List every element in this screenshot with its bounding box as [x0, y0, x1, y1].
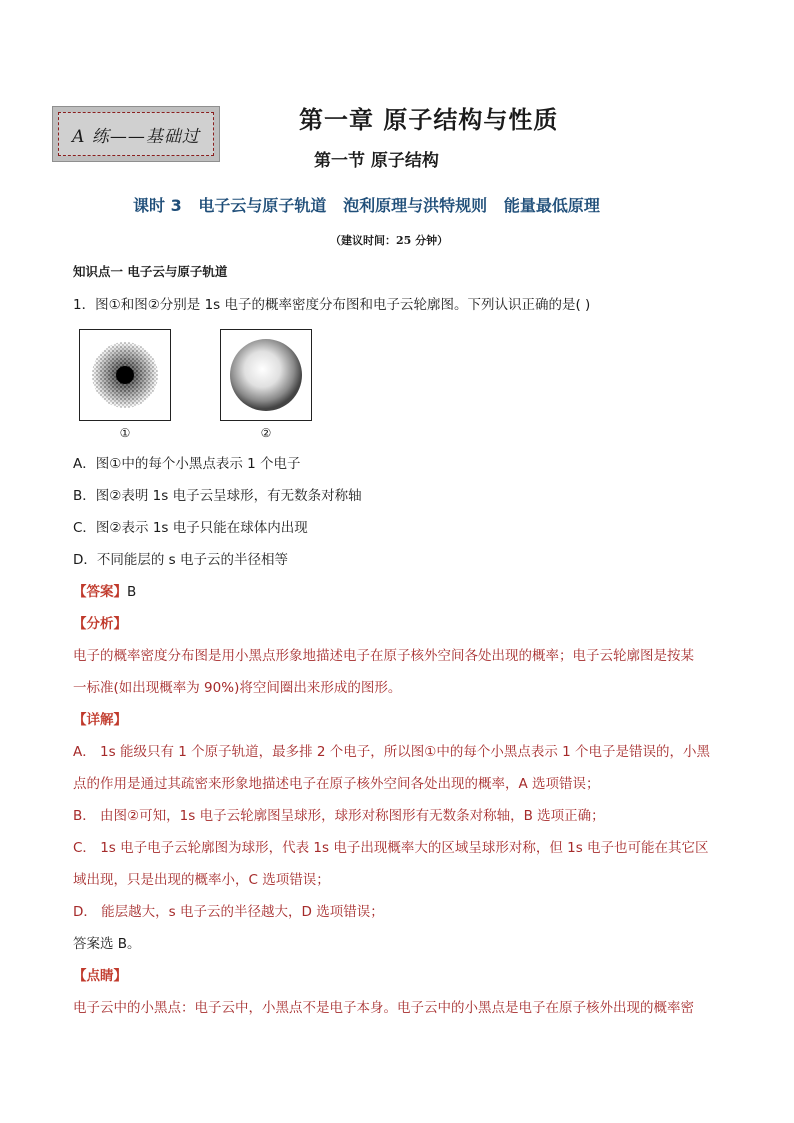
option-c: C．图②表示 1s 电子只能在球体内出现 — [73, 520, 308, 536]
tip-line-1: 电子云中的小黑点：电子云中，小黑点不是电子本身。电子云中的小黑点是电子在原子核外出现的概率密 — [73, 1000, 694, 1016]
detail-line-2: 点的作用是通过其疏密来形象地描述电子在原子核外空间各处出现的概率，A 选项错误； — [73, 776, 600, 792]
detail-line-6: D． 能层越大，s 电子云的半径越大，D 选项错误； — [73, 904, 384, 920]
detail-line-3: B． 由图②可知，1s 电子云轮廓图呈球形，球形对称图形有无数条对称轴，B 选项正确； — [73, 808, 605, 824]
detail-label: 【详解】 — [73, 712, 127, 728]
answer-row — [73, 580, 136, 600]
detail-line-1: A． 1s 能级只有 1 个原子轨道，最多排 2 个电子，所以图①中的每个小黑点表示 1 个电子是错误的，小黑 — [73, 744, 711, 760]
figure-1-label: ① — [119, 426, 131, 440]
detail-conclusion: 答案选 B。 — [73, 936, 141, 952]
analysis-label: 【分析】 — [73, 616, 127, 632]
figure-2-label: ② — [260, 426, 272, 440]
section-badge — [52, 106, 220, 162]
answer-label: 【答案】 — [73, 584, 127, 600]
dot-cloud-image — [80, 330, 170, 420]
chapter-title: 第一章 原子结构与性质 — [299, 106, 559, 134]
probability-density-figure — [79, 329, 171, 421]
detail-line-4: C． 1s 电子电子云轮廓图为球形，代表 1s 电子出现概率大的区域呈球形对称，但 1s 电子也可能在其它区 — [73, 840, 709, 856]
answer-value: B — [127, 584, 137, 600]
tip-label: 【点睛】 — [73, 968, 127, 984]
option-d: D．不同能层的 s 电子云的半径相等 — [73, 552, 289, 568]
electron-cloud-outline-figure — [220, 329, 312, 421]
suggested-time: （建议时间：25 分钟） — [330, 234, 449, 247]
section-title: 第一节 原子结构 — [314, 151, 439, 171]
detail-line-5: 域出现，只是出现的概率小，C 选项错误； — [73, 872, 330, 888]
analysis-line-1: 电子的概率密度分布图是用小黑点形象地描述电子在原子核外空间各处出现的概率；电子云轮廓图是按某 — [73, 648, 694, 664]
knowledge-point-heading: 知识点一 电子云与原子轨道 — [73, 264, 228, 279]
option-b: B．图②表明 1s 电子云呈球形，有无数条对称轴 — [73, 488, 362, 504]
lesson-title: 课时 3 电子云与原子轨道 泡利原理与洪特规则 能量最低原理 — [133, 196, 600, 215]
option-a: A．图①中的每个小黑点表示 1 个电子 — [73, 456, 301, 472]
question-stem: 1．图①和图②分别是 1s 电子的概率密度分布图和电子云轮廓图。下列认识正确的是( ) — [73, 297, 591, 313]
sphere-image — [221, 330, 311, 420]
badge-label: A 练——基础过 — [58, 112, 214, 156]
analysis-line-2: 一标准(如出现概率为 90%)将空间圈出来形成的图形。 — [73, 680, 402, 696]
